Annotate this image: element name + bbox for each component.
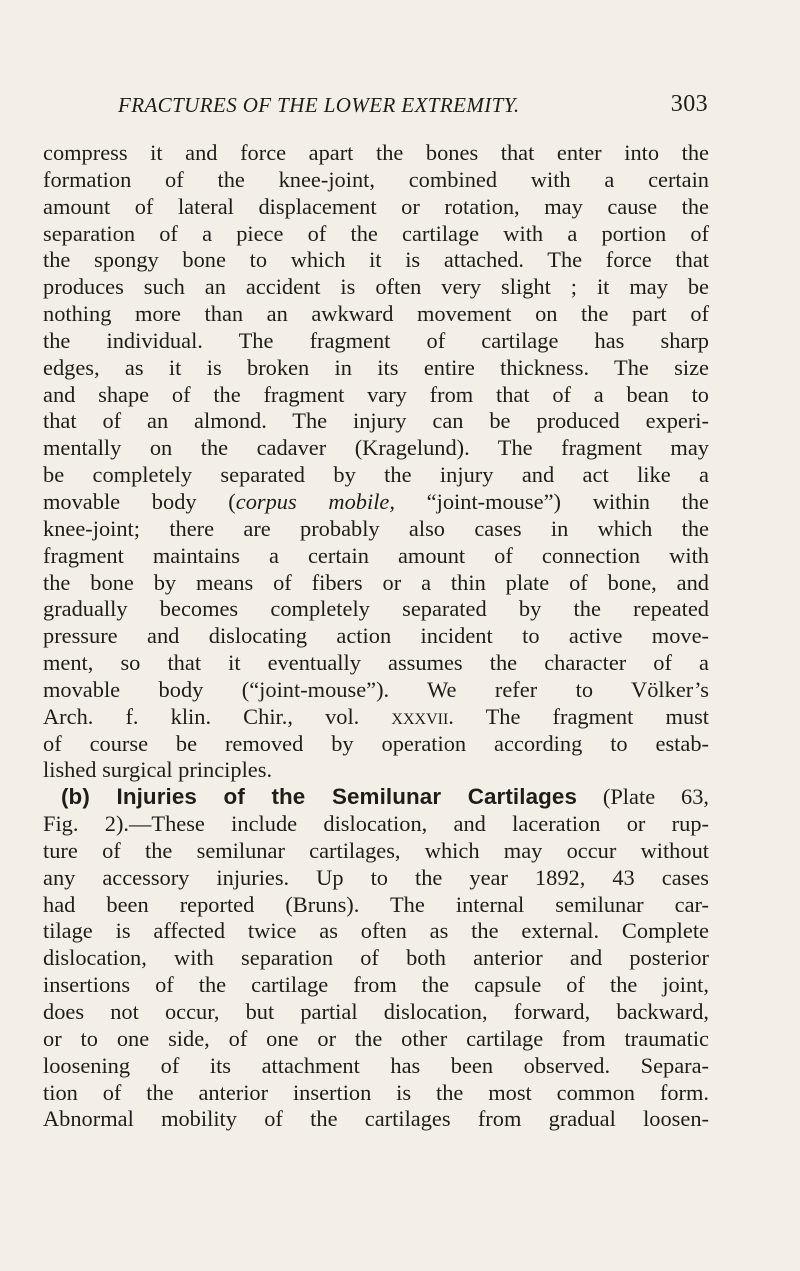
text-line: Abnormal mobility of the cartilages from gradual loosen- (43, 1106, 709, 1132)
line-segment: The fragment must (453, 703, 710, 729)
text-line: that of an almond. The injury can be produced experi- (43, 408, 709, 434)
text-line: the bone by means of fibers or a thin plate of bone, and (43, 569, 709, 595)
text-line: and shape of the fragment vary from that of a bean to (43, 381, 709, 407)
text-line: produces such an accident is often very slight ; it may be (43, 274, 709, 300)
text-line: edges, as it is broken in its entire thickness. The size (43, 354, 709, 380)
page-number: 303 (670, 91, 708, 117)
text-line: the spongy bone to which it is attached. The force that (43, 247, 709, 273)
text-line: nothing more than an awkward movement on the part of (43, 301, 709, 327)
text-line: ture of the semilunar cartilages, which may occur without (43, 837, 709, 863)
text-line: tion of the anterior insertion is the most common form. (43, 1079, 709, 1105)
latin-term: corpus mobile, (235, 488, 395, 514)
text-line: lished surgical principles. (43, 757, 273, 783)
text-line: the individual. The fragment of cartilage has sharp (43, 327, 709, 353)
text-line: any accessory injuries. Up to the year 1892, 43 cases (43, 864, 709, 890)
line-segment: “joint-mouse”) within the (394, 488, 709, 514)
text-line: or to one side, of one or the other cartilage from traumatic (43, 1025, 709, 1051)
volume-number: xxxvii. (391, 703, 454, 729)
text-line: gradually becomes completely separated by the repeated (43, 596, 709, 622)
text-line: Fig. 2).—These include dislocation, and laceration or rup- (43, 811, 709, 837)
body-text (43, 140, 709, 1133)
text-line: dislocation, with separation of both anterior and posterior (43, 945, 709, 971)
text-line: tilage is affected twice as often as the external. Complete (43, 918, 709, 944)
text-line: had been reported (Bruns). The internal semilunar car- (43, 891, 709, 917)
text-line: separation of a piece of the cartilage with a portion of (43, 220, 709, 246)
section-heading: (b) Injuries of the Semilunar Cartilages (61, 784, 578, 810)
text-line: insertions of the cartilage from the capsule of the joint, (43, 972, 709, 998)
text-line: ment, so that it eventually assumes the character of a (43, 650, 709, 676)
text-line (43, 489, 709, 516)
text-line: does not occur, but partial dislocation, forward, backward, (43, 999, 709, 1024)
line-segment: (Plate 63, (577, 784, 709, 810)
text-line: knee-joint; there are probably also cases in which the (43, 515, 709, 541)
text-line: compress it and force apart the bones that enter into the (43, 140, 709, 165)
text-line: loosening of its attachment has been observed. Separa- (43, 1052, 709, 1078)
running-title: FRACTURES OF THE LOWER EXTREMITY. (118, 93, 520, 117)
text-line: mentally on the cadaver (Kragelund). The fragment may (43, 435, 709, 461)
text-line: pressure and dislocating action incident to active move- (43, 623, 709, 649)
text-line: of course be removed by operation according to estab- (43, 730, 709, 756)
text-line (43, 704, 709, 731)
section-heading-line (43, 784, 709, 811)
text-line: fragment maintains a certain amount of connection with (43, 542, 709, 568)
line-segment: Arch. f. klin. Chir., vol. (43, 703, 392, 729)
text-line: formation of the knee-joint, combined with a certain (43, 166, 709, 192)
text-line: be completely separated by the injury and act like a (43, 462, 709, 488)
page-header (118, 93, 708, 123)
line-segment: movable body ( (43, 488, 236, 514)
text-line: movable body (“joint-mouse”). We refer to Völker’s (43, 676, 709, 702)
text-line: amount of lateral displacement or rotation, may cause the (43, 193, 709, 219)
